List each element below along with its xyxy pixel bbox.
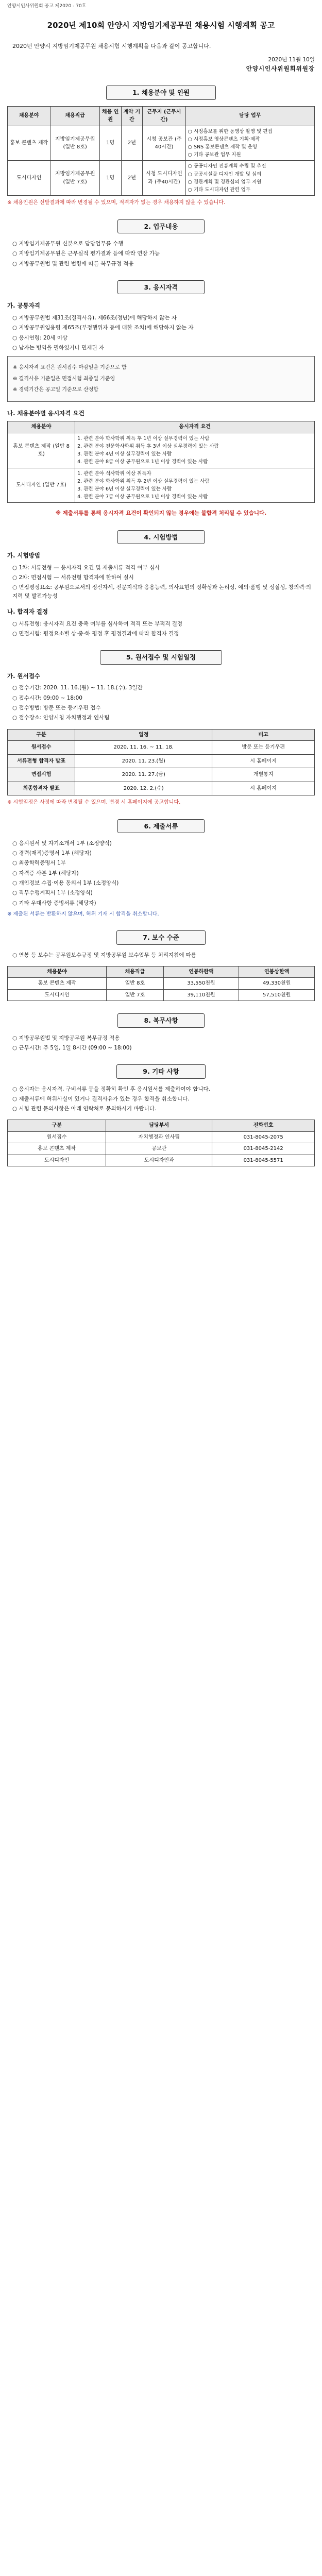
req-line: 3. 관련 분야 4년 이상 실무경력이 있는 사람 [77, 451, 172, 457]
cell: 도시디자인과 [106, 1155, 212, 1166]
duty-line: ○ 시정홍보를 위한 동영상 촬영 및 편집 [188, 128, 273, 134]
intro-text: 2020년 안양시 지방임기제공무원 채용시험 시행계획을 다음과 같이 공고합니다. [12, 43, 211, 50]
list-item: ○ 응시자는 응시자격, 구비서류 등을 정확히 확인 후 응시원서를 제출하여야 합니다. [12, 1086, 210, 1092]
cell-label: 최종합격자 발표 [8, 782, 75, 795]
section-title: 2. 업무내용 [117, 219, 204, 233]
list-item: ○ 최종학력증명서 1부 [12, 860, 66, 867]
list-item: ○ 접수장소: 안양시청 자치행정과 인사팀 [12, 715, 110, 721]
duty-line: ○ SNS 홍보콘텐츠 제작 및 운영 [188, 144, 257, 150]
cell-date: 2020. 11. 23.(월) [75, 754, 212, 768]
col-header: 근무지 (근무시간) [143, 106, 185, 126]
req-line: 2. 관련 분야 학사학위 취득 후 2년 이상 실무경력이 있는 사람 [77, 478, 210, 484]
notice-number: 안양시인사위원회 공고 제2020 - 70호 [7, 4, 87, 9]
cell-phone: 031-8045-2142 [212, 1143, 315, 1155]
col-header: 전화번호 [212, 1120, 315, 1132]
cell: 도시디자인 [8, 1155, 106, 1166]
cell-label: 면접시험 [8, 768, 75, 782]
section-title: 3. 응시자격 [117, 280, 204, 294]
list-item: ○ 지방공무원법 제31조(결격사유), 제66조(정년)에 해당하지 않는 자 [12, 315, 177, 321]
sub-heading: 가. 시험방법 [7, 552, 40, 560]
col-header: 계약 기간 [121, 106, 143, 126]
table-note: ※ 채용인원은 선발결과에 따라 변경될 수 있으며, 적격자가 없는 경우 채용하지 않을 수 있습니다. [7, 200, 226, 206]
list-item: ○ 면접시험: 평정요소별 상·중·하 평정 후 평정결과에 따라 합격자 결정 [12, 631, 179, 637]
cell-field: 홍보 콘텐츠 제작 [8, 126, 50, 161]
cell: 49,330천원 [239, 978, 315, 990]
list-item: ○ 남자는 병역을 필하였거나 면제된 자 [12, 344, 104, 351]
duty-line: ○ 기타 도시디자인 관련 업무 [188, 187, 250, 193]
schedule-note: ※ 시험일정은 사정에 따라 변경될 수 있으며, 변경 시 홈페이지에 공고합니다. [7, 800, 181, 806]
sub-heading: 나. 채용분야별 응시자격 요건 [7, 409, 84, 417]
table-row [8, 1155, 315, 1166]
cell: 원서접수 [8, 1131, 106, 1143]
note-line: ※ 결격사유 기준일은 면접시험 최종일 기준임 [13, 376, 115, 382]
col-header: 채용 인원 [99, 106, 121, 126]
list-item: ○ 서류전형: 응시자격 요건 충족 여부를 심사하여 적격 또는 부적격 결정 [12, 620, 183, 627]
req-line: 4. 관련 분야 7급 이상 공무원으로 1년 이상 경력이 있는 사람 [77, 494, 208, 500]
cell-phone: 031-8045-5571 [212, 1155, 315, 1166]
cell: 홍보 콘텐츠 제작 [8, 978, 107, 990]
list-item: ○ 지방공무원임용령 제65조(부정행위자 등에 대한 조치)에 해당하지 않는 자 [12, 325, 194, 331]
table-row [8, 1131, 315, 1143]
cell-term: 2년 [121, 161, 143, 196]
list-item: ○ 접수시간: 09:00 ~ 18:00 [12, 694, 82, 701]
section-4-header [7, 530, 315, 544]
cell-duty [185, 126, 314, 161]
table-row [8, 782, 315, 795]
note-line: ※ 응시자격 요건은 원서접수 마감일을 기준으로 함 [13, 365, 127, 371]
cell-label: 서류전형 합격자 발표 [8, 754, 75, 768]
section-5-header [7, 650, 315, 664]
cell-term: 2년 [121, 126, 143, 161]
col-header: 응시자격 요건 [75, 421, 315, 433]
list-item: ○ 직무수행계획서 1부 (소정양식) [12, 890, 93, 896]
list-item: ○ 접수방법: 방문 또는 등기우편 접수 [12, 705, 101, 711]
section-6-header [7, 819, 315, 833]
section-1-header [7, 86, 315, 99]
col-header: 구분 [8, 1120, 106, 1132]
cell-duty [185, 161, 314, 196]
issuer-name: 안양시인사위원회위원장 [246, 64, 315, 72]
list-item: ○ 접수기간: 2020. 11. 16.(월) ~ 11. 18.(수), 3일간 [12, 685, 143, 691]
col-header: 담당 업무 [185, 106, 314, 126]
docs-note: ※ 제출된 서류는 반환하지 않으며, 허위 기재 시 합격을 취소합니다. [7, 911, 159, 917]
sub-heading: 가. 원서접수 [7, 672, 40, 680]
list-item: ○ 지방공무원법 및 지방공무원 복무규정 적용 [12, 1035, 120, 1041]
cell-remark: 시 홈페이지 [212, 782, 315, 795]
list-item: ○ 시험 관련 문의사항은 아래 연락처로 문의하시기 바랍니다. [12, 1106, 157, 1112]
req-line: 1. 관련 분야 석사학위 이상 취득자 [77, 470, 151, 477]
list-item: ○ 경력(재직)증명서 1부 (해당자) [12, 850, 92, 857]
cell-date: 2020. 11. 27.(금) [75, 768, 212, 782]
schedule-table [7, 729, 315, 796]
notice-date: 2020년 11월 10일 [268, 57, 315, 63]
duty-line: ○ 경관계획 및 경관심의 업무 지원 [188, 179, 262, 185]
table-row [8, 768, 315, 782]
cell-grade: 지방임기제공무원 (일반 8호) [50, 126, 99, 161]
cell-count: 1명 [99, 161, 121, 196]
col-header: 연봉하한액 [163, 966, 239, 978]
list-item: ○ 2차: 면접시험 — 서류전형 합격자에 한하여 실시 [12, 574, 134, 581]
table-row [8, 161, 315, 196]
section-7-header [7, 930, 315, 944]
cell-field: 홍보 콘텐츠 제작 (일반 8호) [8, 433, 75, 468]
table-row [8, 1143, 315, 1155]
section-title: 4. 시험방법 [117, 530, 204, 544]
table-row [8, 989, 315, 1001]
warning-text: ※ 제출서류를 통해 응시자격 요건이 확인되지 않는 경우에는 불합격 처리될 수 있습니다. [55, 510, 267, 517]
cell-place: 시청 도시디자인과 (주40시간) [143, 161, 185, 196]
salary-table [7, 966, 315, 1002]
cell: 일반 7호 [107, 989, 163, 1001]
req-line: 4. 관련 분야 8급 이상 공무원으로 1년 이상 경력이 있는 사람 [77, 459, 208, 465]
cell-remark: 개별통지 [212, 768, 315, 782]
duty-line: ○ 기타 공보관 업무 지원 [188, 152, 241, 158]
col-header: 연봉상한액 [239, 966, 315, 978]
cell-phone: 031-8045-2075 [212, 1131, 315, 1143]
section-3-header [7, 280, 315, 294]
list-item: ○ 자격증 사본 1부 (해당자) [12, 870, 79, 876]
col-header: 채용분야 [8, 106, 50, 126]
cell: 공보관 [106, 1143, 212, 1155]
req-line: 3. 관련 분야 6년 이상 실무경력이 있는 사람 [77, 486, 172, 493]
col-header: 채용직급 [107, 966, 163, 978]
cell-date: 2020. 12. 2.(수) [75, 782, 212, 795]
notes-box [7, 356, 315, 402]
cell-remark: 방문 또는 등기우편 [212, 741, 315, 755]
section-title: 8. 복무사항 [117, 1013, 204, 1027]
table-row [8, 468, 315, 503]
section-2-header [7, 219, 315, 233]
cell: 홍보 콘텐츠 제작 [8, 1143, 106, 1155]
cell-reqs [75, 433, 315, 468]
duty-line: ○ 시정홍보 영상콘텐츠 기획·제작 [188, 136, 260, 142]
col-header: 구분 [8, 729, 75, 741]
cell-date: 2020. 11. 16. ~ 11. 18. [75, 741, 212, 755]
cell-field: 도시디자인 (일반 7호) [8, 468, 75, 503]
list-item: ○ 1차: 서류전형 — 응시자격 요건 및 제출서류 적격 여부 심사 [12, 564, 160, 571]
col-header: 채용분야 [8, 421, 75, 433]
list-item: ○ 기타 우대사항 증빙서류 (해당자) [12, 900, 96, 906]
list-item: ○ 제출서류에 허위사실이 있거나 결격사유가 있는 경우 합격을 취소합니다. [12, 1095, 190, 1102]
req-line: 2. 관련 분야 전문학사학위 취득 후 3년 이상 실무경력이 있는 사람 [77, 444, 219, 450]
cell: 도시디자인 [8, 989, 107, 1001]
list-item: ○ 지방공무원법 및 관련 법령에 따른 복무규정 적용 [12, 260, 134, 267]
page-title: 2020년 제10회 안양시 지방임기제공무원 채용시험 시행계획 공고 [47, 20, 275, 30]
col-header: 채용분야 [8, 966, 107, 978]
cell: 39,110천원 [163, 989, 239, 1001]
section-9-header [7, 1064, 315, 1078]
cell-label: 원서접수 [8, 741, 75, 755]
eligibility-table [7, 421, 315, 503]
list-item: ○ 지방임기제공무원은 근무실적 평가결과 등에 따라 연장 가능 [12, 250, 160, 257]
duty-line: ○ 공공디자인 진흥계획 수립 및 추진 [188, 163, 266, 170]
list-item: ○ 면접평정요소: 공무원으로서의 정신자세, 전문지식과 응용능력, 의사표현의 정확성과 논리성, 예의·품행 및 성실성, 창의력·의지력 및 발전가능성 [12, 584, 311, 599]
list-item: ○ 응시원서 및 자기소개서 1부 (소정양식) [12, 840, 112, 846]
cell-place: 시청 공보관 (주40시간) [143, 126, 185, 161]
cell: 자치행정과 인사팀 [106, 1131, 212, 1143]
table-row [8, 433, 315, 468]
table-row [8, 978, 315, 990]
col-header: 비고 [212, 729, 315, 741]
cell-remark: 시 홈페이지 [212, 754, 315, 768]
list-item: ○ 개인정보 수집·이용 동의서 1부 (소정양식) [12, 879, 119, 886]
note-line: ※ 경력기간은 공고일 기준으로 산정함 [13, 387, 98, 393]
col-header: 담당부서 [106, 1120, 212, 1132]
recruitment-table [7, 106, 315, 196]
list-item: ○ 응시연령: 20세 이상 [12, 334, 68, 341]
table-row [8, 741, 315, 755]
cell: 57,510천원 [239, 989, 315, 1001]
sub-heading: 가. 공통자격 [7, 302, 40, 310]
section-title: 6. 제출서류 [117, 819, 204, 833]
list-item: ○ 지방임기제공무원 신분으로 담당업무를 수행 [12, 241, 124, 247]
cell: 일반 8호 [107, 978, 163, 990]
cell-grade: 지방임기제공무원 (일반 7호) [50, 161, 99, 196]
salary-desc: ○ 연봉 등 보수는 공무원보수규정 및 지방공무원 보수업무 등 처리지침에 따름 [12, 952, 196, 958]
sub-heading: 나. 합격자 결정 [7, 607, 48, 615]
section-title: 9. 기타 사항 [116, 1064, 205, 1078]
table-row [8, 126, 315, 161]
col-header: 일정 [75, 729, 212, 741]
section-title: 5. 원서접수 및 시험일정 [100, 650, 222, 664]
list-item: ○ 근무시간: 주 5일, 1일 8시간 (09:00 ~ 18:00) [12, 1045, 132, 1052]
section-title: 7. 보수 수준 [116, 930, 205, 944]
cell-reqs [75, 468, 315, 503]
contact-table [7, 1120, 315, 1166]
cell-count: 1명 [99, 126, 121, 161]
section-8-header [7, 1013, 315, 1027]
cell-field: 도시디자인 [8, 161, 50, 196]
table-row [8, 754, 315, 768]
req-line: 1. 관련 분야 학사학위 취득 후 1년 이상 실무경력이 있는 사람 [77, 435, 210, 442]
cell: 33,550천원 [163, 978, 239, 990]
section-title: 1. 채용분야 및 인원 [106, 86, 216, 99]
col-header: 채용직급 [50, 106, 99, 126]
duty-line: ○ 공공시설물 디자인 개발 및 심의 [188, 171, 262, 177]
